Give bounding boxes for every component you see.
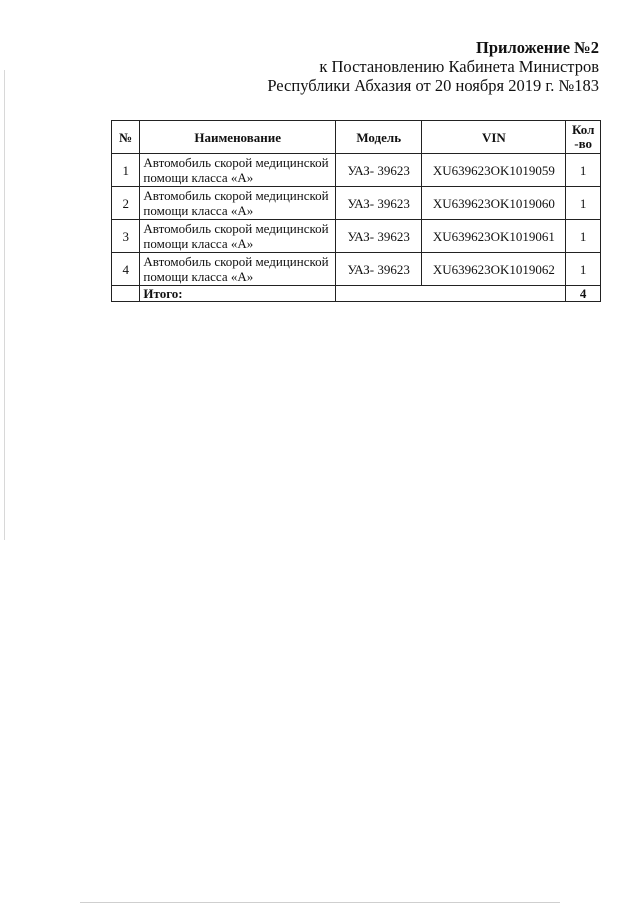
row-num: 2 <box>112 187 140 220</box>
row-name <box>140 253 336 286</box>
row-name-line-2: помощи класса «А» <box>143 236 254 251</box>
row-name <box>140 154 336 187</box>
total-empty-merged <box>335 286 565 302</box>
row-name-line-2: помощи класса «А» <box>143 269 254 284</box>
row-name-line-1: Автомобиль скорой медицинской <box>143 188 329 203</box>
table-row <box>112 187 601 220</box>
row-name <box>140 220 336 253</box>
row-vin: XU639623OK1019062 <box>422 253 566 286</box>
total-qty: 4 <box>566 286 601 302</box>
scan-edge-bottom <box>80 902 560 903</box>
row-num: 1 <box>112 154 140 187</box>
table-row <box>112 154 601 187</box>
row-qty: 1 <box>566 187 601 220</box>
header-vin: VIN <box>422 121 566 154</box>
table-row <box>112 220 601 253</box>
row-model: УАЗ- 39623 <box>335 154 421 187</box>
row-model: УАЗ- 39623 <box>335 220 421 253</box>
header-qty-line-2: -во <box>574 136 593 151</box>
row-num: 3 <box>112 220 140 253</box>
header-name: Наименование <box>140 121 336 154</box>
row-name-line-1: Автомобиль скорой медицинской <box>143 254 329 269</box>
row-name-line-1: Автомобиль скорой медицинской <box>143 155 329 170</box>
table-total-row <box>112 286 601 302</box>
document-header <box>267 38 599 95</box>
row-num: 4 <box>112 253 140 286</box>
row-qty: 1 <box>566 154 601 187</box>
row-qty: 1 <box>566 253 601 286</box>
row-name-line-1: Автомобиль скорой медицинской <box>143 221 329 236</box>
table-row <box>112 253 601 286</box>
header-model: Модель <box>335 121 421 154</box>
row-model: УАЗ- 39623 <box>335 187 421 220</box>
row-name <box>140 187 336 220</box>
row-name-line-2: помощи класса «А» <box>143 203 254 218</box>
row-name-line-2: помощи класса «А» <box>143 170 254 185</box>
row-model: УАЗ- 39623 <box>335 253 421 286</box>
row-vin: XU639623OK1019059 <box>422 154 566 187</box>
row-vin: XU639623OK1019061 <box>422 220 566 253</box>
row-vin: XU639623OK1019060 <box>422 187 566 220</box>
appendix-reference-line-1: к Постановлению Кабинета Министров <box>319 57 599 76</box>
total-empty-num <box>112 286 140 302</box>
row-qty: 1 <box>566 220 601 253</box>
scan-edge-left <box>4 70 5 540</box>
vehicles-table <box>111 120 601 302</box>
header-num: № <box>112 121 140 154</box>
header-qty <box>566 121 601 154</box>
appendix-reference-line-2: Республики Абхазия от 20 ноября 2019 г. №183 <box>267 76 599 95</box>
table-header-row <box>112 121 601 154</box>
total-label: Итого: <box>140 286 336 302</box>
header-qty-line-1: Кол <box>571 122 595 137</box>
appendix-title: Приложение №2 <box>476 38 599 57</box>
